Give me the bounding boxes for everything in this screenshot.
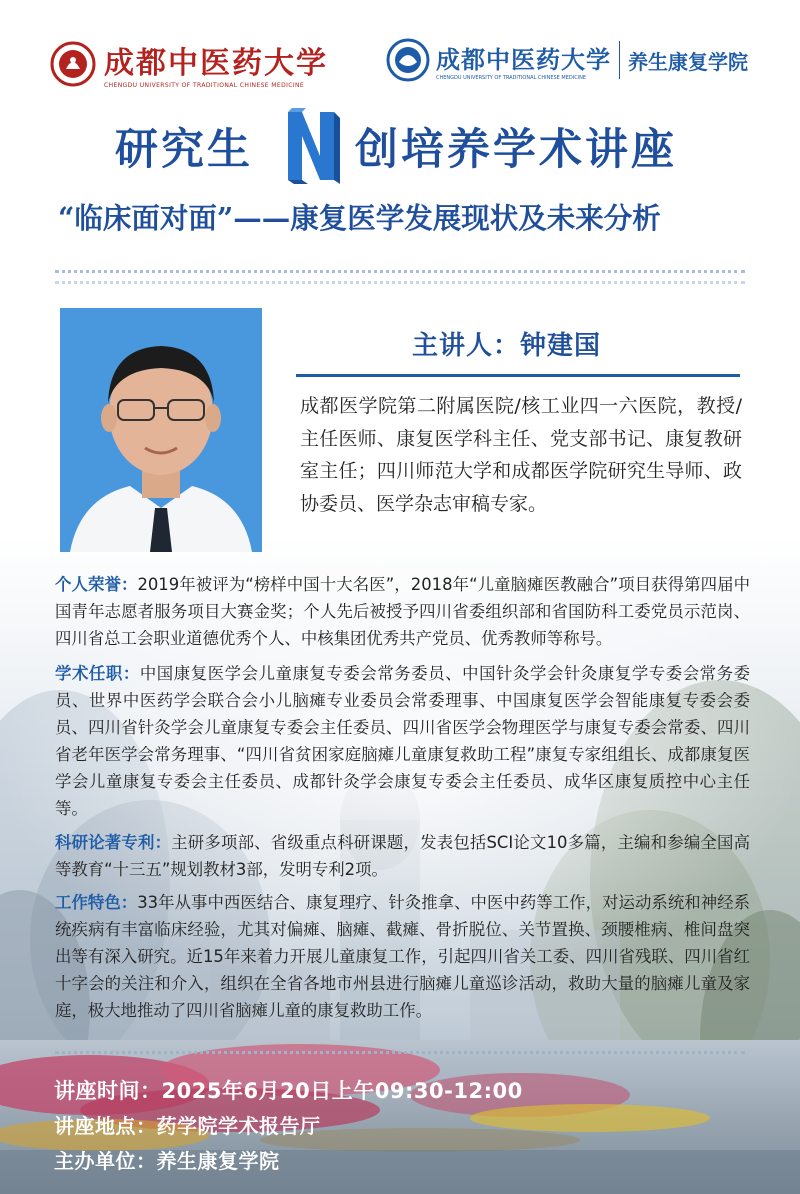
speaker-photo (60, 308, 262, 552)
event-place-label: 讲座地点： (54, 1114, 157, 1138)
section-honors (55, 571, 750, 652)
university-logo-text: 成都中医药大学 (104, 46, 328, 81)
event-host (54, 1145, 280, 1174)
title-left: 研究生 (115, 125, 253, 175)
school-emblem-icon (386, 38, 430, 82)
university-logo-subtext: CHENGDU UNIVERSITY OF TRADITIONAL CHINESE MEDICINE (104, 82, 305, 89)
dotted-divider-bottom (55, 1051, 745, 1054)
school-logo-university-text: 成都中医药大学 (436, 44, 611, 74)
speaker-heading: 主讲人：钟建国 (412, 331, 602, 361)
event-time-label: 讲座时间： (54, 1079, 162, 1103)
dotted-divider-top-2 (55, 281, 745, 284)
section-research-label: 科研论著专利： (55, 833, 172, 852)
speaker-description: 成都医学院第二附属医院/核工业四一六医院，教授/主任医师、康复医学科主任、党支部书记、康复教研室主任；四川师范大学和成都医学院研究生导师、政协委员、医学杂志审稿专家。 (300, 395, 742, 515)
section-work-features-label: 工作特色： (55, 893, 138, 912)
lecture-subtitle: “临床面对面”——康复医学发展现状及未来分析 (58, 201, 661, 235)
school-logo-subtext: CHENGDU UNIVERSITY OF TRADITIONAL CHINESE MEDICINE (436, 74, 587, 81)
section-research-text: 主研多项部、省级重点科研课题，发表包括SCI论文10多篇，主编和参编全国高等教育“十三五”规划教材3部，发明专利2项。 (55, 833, 751, 879)
speaker-underline (296, 374, 740, 377)
innovation-n-logo-icon (280, 106, 342, 186)
section-work-features (55, 889, 750, 1024)
dotted-divider-top (55, 270, 745, 273)
section-academic-positions-text: 中国康复医学会儿童康复专委会常务委员、中国针灸学会针灸康复学专委会常务委员、世界中医药学会联合会小儿脑瘫专业委员会常委理事、中国康复医学会智能康复专委会委员、四川省针灸学会儿童康复专委会主任委员、四川省医学会物理医学与康复专委会常委、四川省老年医学会常务理事、“四川省贫困家庭脑瘫儿童康复救助工程”康复专家组组长、成都康复医学会儿童康复专委会主任委员、成都针灸学会康复专委会主任委员、成华区康复质控中心主任等。 (55, 664, 750, 818)
event-host-label: 主办单位： (54, 1149, 157, 1173)
event-host-value: 养生康复学院 (156, 1149, 280, 1173)
section-honors-text: 2019年被评为“榜样中国十大名医”，2018年“儿童脑瘫医教融合”项目获得第四届中国青年志愿者服务项目大赛金奖；个人先后被授予四川省委组织部和省国防科工委党员示范岗、四川省总工会职业道德优秀个人、中核集团优秀共产党员、优秀教师等称号。 (55, 575, 751, 648)
school-logo (386, 38, 748, 82)
event-place-value: 药学院学术报告厅 (156, 1114, 321, 1138)
section-work-features-text: 33年从事中西医结合、康复理疗、针灸推拿、中医中药等工作，对运动系统和神经系统疾病有丰富临床经验，尤其对偏瘫、脑瘫、截瘫、骨折脱位、关节置换、颈腰椎病、椎间盘突出等有深入研究。近15年来着力开展儿童康复工作，引起四川省关工委、四川省残联、四川省红十字会的关注和介入，组织在全省各地市州县进行脑瘫儿童巡诊活动，救助大量的脑瘫儿童及家庭，极大地推动了四川省脑瘫儿童的康复救助工作。 (55, 893, 751, 1020)
event-place (54, 1110, 321, 1139)
event-time (54, 1075, 523, 1105)
event-time-value: 2025年6月20日上午09:30-12:00 (161, 1079, 523, 1103)
university-logo (50, 38, 328, 89)
section-research (55, 829, 750, 883)
school-name: 养生康复学院 (628, 49, 748, 74)
logo-divider (619, 41, 620, 79)
section-academic-positions (55, 660, 750, 822)
section-academic-positions-label: 学术任职： (55, 664, 140, 683)
section-honors-label: 个人荣誉： (55, 575, 138, 594)
university-emblem-icon (50, 41, 96, 87)
title-right: 创培养学术讲座 (355, 125, 677, 175)
